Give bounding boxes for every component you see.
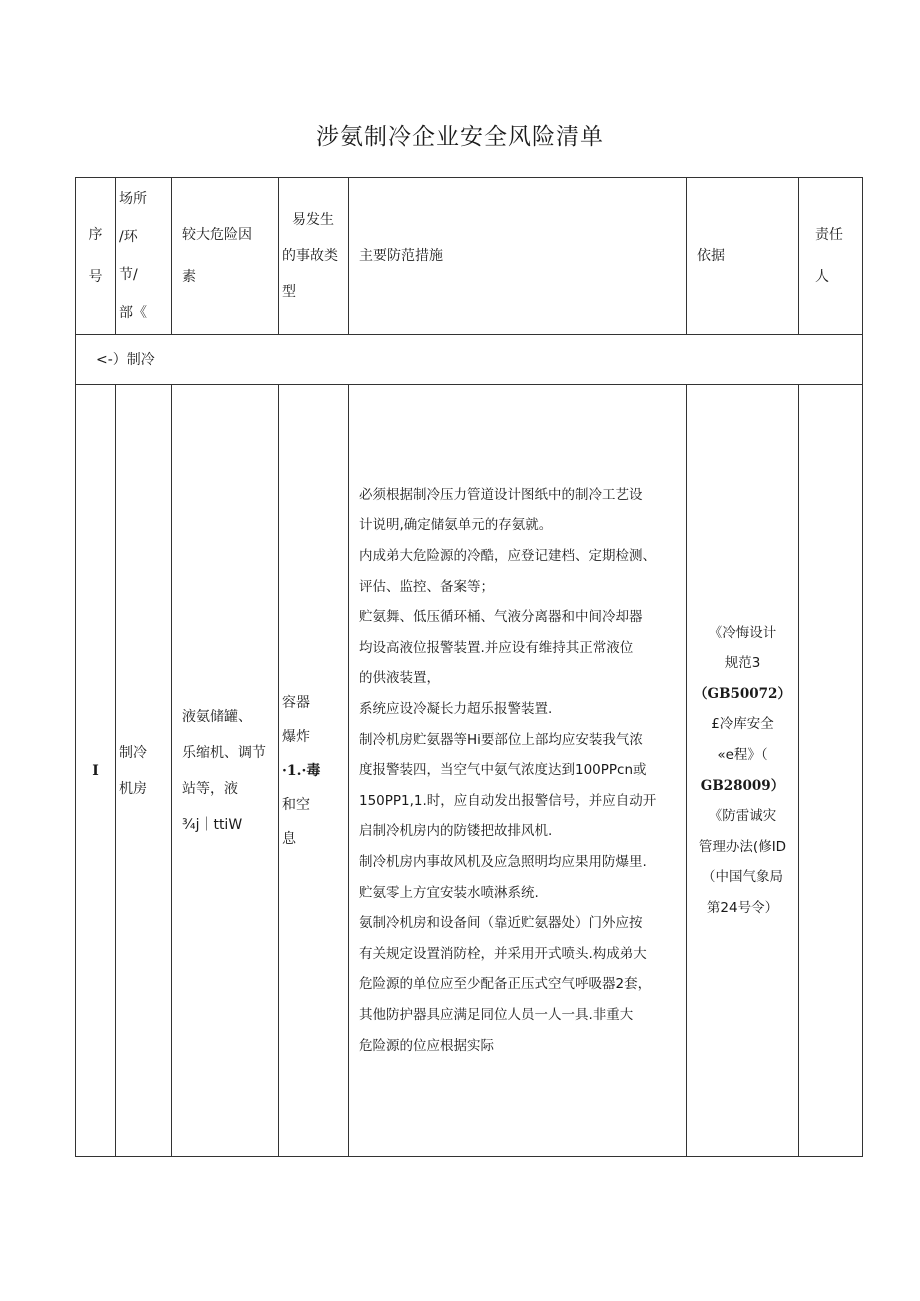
header-hazard-line: 素: [182, 269, 196, 285]
measure-line: 必须根据制冷压力管道设计图纸中的制冷工艺设: [359, 486, 643, 503]
measure-line: 计说明,确定储氨单元的存氨就。: [359, 517, 553, 534]
measure-line: 评估、监控、备案等；: [359, 578, 494, 595]
row-accident-line: 和空: [282, 796, 310, 813]
basis-line: 《冷悔设计: [708, 624, 777, 641]
measure-line: 其他防护器具应满足同位人员一人一具.非重大: [359, 1006, 634, 1023]
risk-table: [75, 177, 863, 1157]
header-place: [116, 178, 172, 335]
row-hazard-line: ¾j｜ttiW: [182, 816, 243, 833]
header-accident-text: [279, 202, 348, 310]
table-row: [76, 385, 863, 1157]
row-serial: [76, 385, 116, 1157]
measure-line: 制冷机房贮氨器等Hi要部位上部均应安装我气浓: [359, 731, 643, 748]
row-hazard-line: 乐缩机、调节: [182, 744, 266, 761]
row-hazard: [172, 385, 279, 1157]
measure-line: 均设高液位报警装置.并应设有维持其正常液位: [359, 639, 634, 656]
row-basis-text: [687, 618, 798, 924]
row-measures-text: [349, 480, 686, 1061]
header-responsible: [799, 178, 863, 335]
row-accident-line: 息: [282, 830, 296, 847]
measure-line: 贮氨零上方宜安装水喷淋系统.: [359, 884, 539, 901]
header-accident: [279, 178, 349, 335]
row-accident-line: 容器: [282, 694, 310, 711]
header-place-text: [116, 180, 171, 332]
header-accident-line: 型: [282, 284, 296, 300]
row-hazard-line: 液氨储罐、: [182, 708, 252, 725]
basis-line: （GB50072）: [694, 685, 791, 702]
section-label: <-）制冷: [96, 351, 155, 368]
header-place-line: 部《: [119, 305, 147, 321]
row-accident: [279, 385, 349, 1157]
header-basis: [687, 178, 799, 335]
section-cell: [76, 335, 863, 385]
header-place-line: /环: [119, 229, 138, 245]
section-row: [76, 335, 863, 385]
header-serial-line: 号: [88, 269, 103, 285]
header-measures: [349, 178, 687, 335]
measure-line: 危险源的单位应至少配备正压式空气呼吸器2套，: [359, 976, 652, 993]
measure-line: 制冷机房内事故风机及应急照明均应果用防爆里.: [359, 853, 647, 870]
header-place-line: 场所: [119, 191, 147, 207]
basis-line: GB28009）: [700, 777, 785, 794]
row-place-line: 制冷: [119, 744, 147, 761]
row-hazard-line: 站等，液: [182, 780, 238, 797]
row-serial-text: I: [92, 762, 99, 779]
row-accident-text: [279, 686, 348, 856]
header-serial-text: [76, 214, 115, 298]
table-header-row: [76, 178, 863, 335]
basis-line: 管理办法(修ID: [698, 838, 787, 855]
measure-line: 危险源的位应根据实际: [359, 1037, 494, 1054]
row-responsible: [799, 385, 863, 1157]
measure-line: 有关规定设置消防栓，并采用开式喷头.构成弟大: [359, 945, 647, 962]
header-basis-text: 依据: [697, 248, 725, 264]
row-accident-line: ·1.·毒: [282, 762, 321, 779]
measure-line: 系统应设冷凝长力超乐报警装置.: [359, 701, 553, 718]
row-hazard-text: [172, 699, 278, 843]
basis-line: «e程》（: [717, 746, 768, 763]
header-place-line: 节/: [119, 267, 138, 283]
header-hazard-line: 较大危险因: [182, 227, 252, 243]
basis-line: （中国气象局: [702, 869, 783, 886]
measure-line: 内成弟大危险源的冷酷，应登记建档、定期检测、: [359, 548, 656, 565]
measure-line: 度报警装四，当空气中氨气浓度达到100PPcn或: [359, 762, 647, 779]
page-title: 涉氨制冷企业安全风险清单: [316, 124, 604, 150]
header-serial-line: 序: [88, 227, 103, 243]
header-serial: [76, 178, 116, 335]
header-hazard-text: [172, 214, 278, 298]
basis-line: 《防雷诚灾: [708, 808, 777, 825]
measure-line: 贮氨舞、低压循环桶、气液分离器和中间冷却器: [359, 609, 643, 626]
measure-line: 启制冷机房内的防镂把故排风机.: [359, 823, 553, 840]
header-accident-line: 的事故类: [282, 248, 338, 264]
basis-line: 第24号令）: [706, 899, 779, 916]
measure-line: 的供液装置，: [359, 670, 440, 687]
row-accident-line: 爆炸: [282, 728, 310, 745]
row-place-line: 机房: [119, 780, 147, 797]
header-responsible-text: [799, 214, 862, 298]
row-place: [116, 385, 172, 1157]
header-accident-line: 易发生: [292, 212, 334, 228]
header-responsible-line: 责任: [815, 227, 843, 243]
basis-line: 规范3: [724, 655, 761, 672]
row-place-text: [116, 735, 171, 807]
measure-line: 150PP1,1.时，应自动发出报警信号，并应自动开: [359, 792, 657, 809]
header-responsible-line: 人: [815, 269, 829, 285]
basis-line: £冷库安全: [711, 716, 774, 733]
measure-line: 氨制冷机房和设备间（靠近贮氨器处）门外应按: [359, 915, 643, 932]
row-basis: [687, 385, 799, 1157]
header-measures-text: 主要防范措施: [359, 248, 443, 264]
header-hazard: [172, 178, 279, 335]
row-measures: [349, 385, 687, 1157]
